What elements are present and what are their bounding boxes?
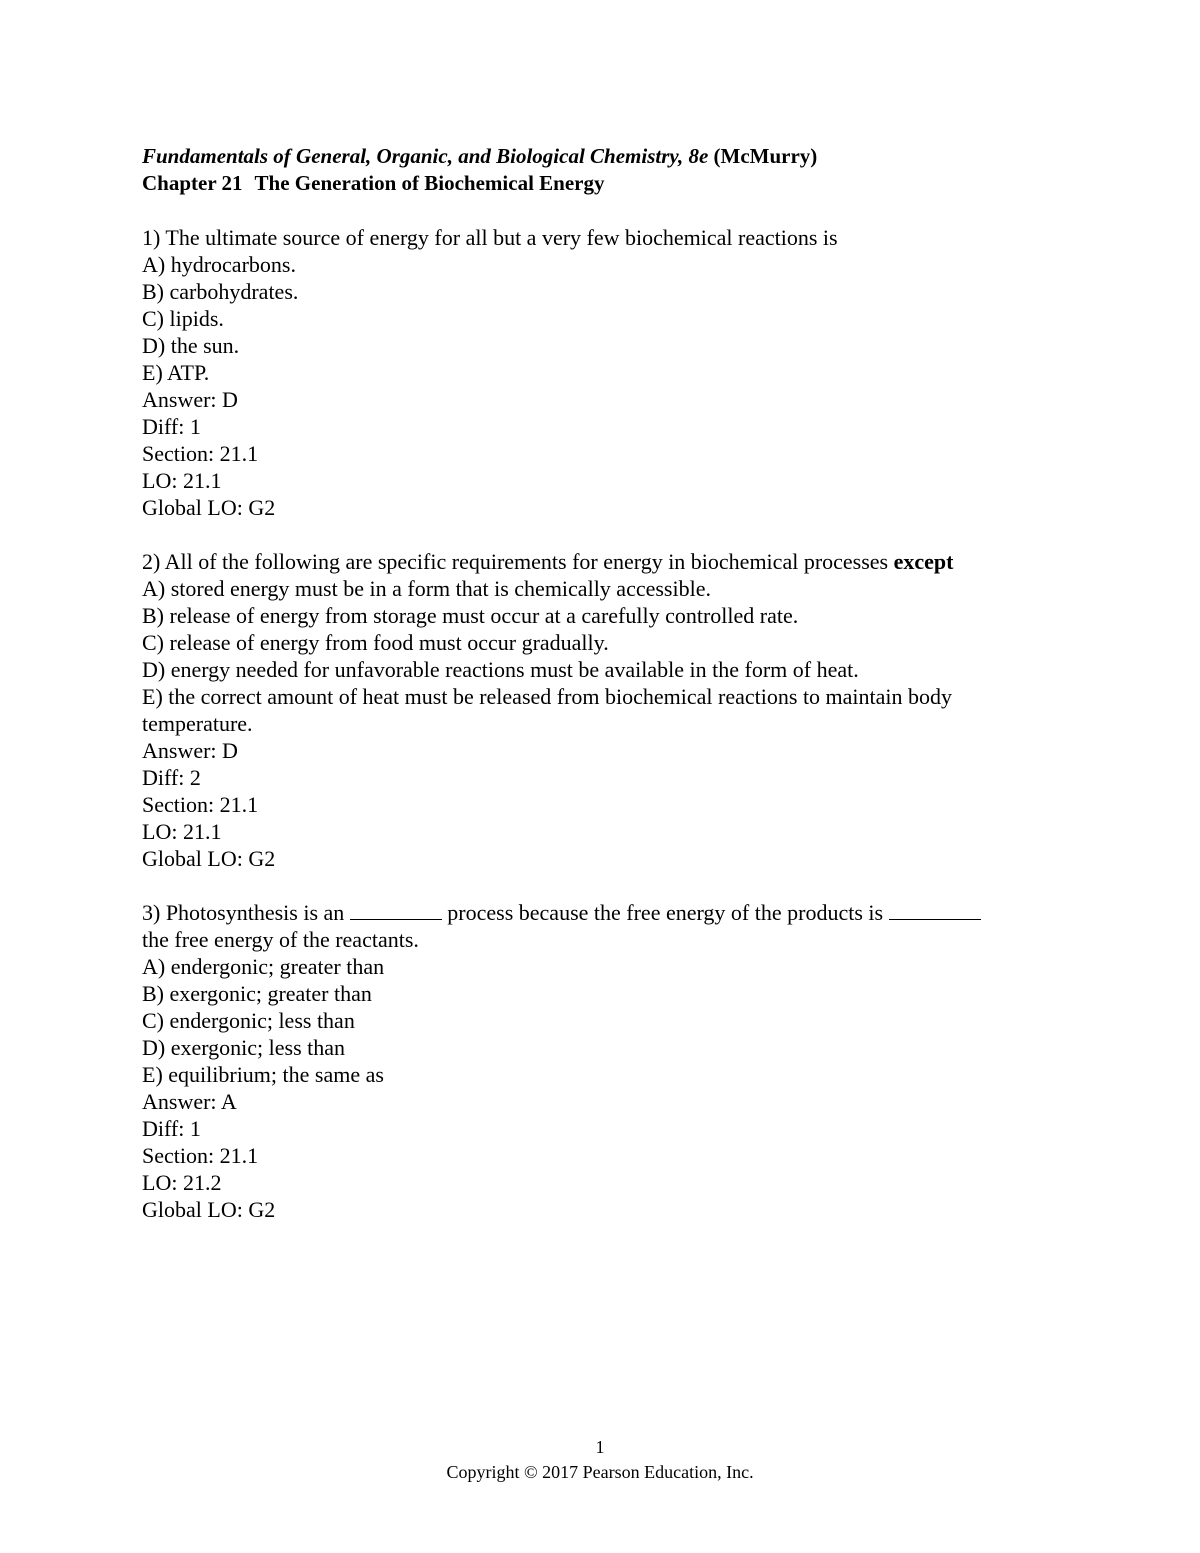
answer-option: D) exergonic; less than: [142, 1035, 346, 1060]
book-author: (McMurry): [713, 144, 818, 168]
answer-option: A) stored energy must be in a form that is chemically accessible.: [142, 576, 711, 601]
learning-objective: LO: 21.1: [142, 819, 222, 844]
answer-key: Answer: D: [142, 387, 238, 412]
page-number: 1: [595, 1437, 605, 1457]
difficulty: Diff: 2: [142, 765, 201, 790]
global-learning-objective: Global LO: G2: [142, 495, 276, 520]
learning-objective: LO: 21.2: [142, 1170, 222, 1195]
question-stem-emphasis: except: [893, 549, 954, 574]
page-content: [142, 143, 1042, 1223]
answer-option: C) release of energy from food must occur gradually.: [142, 630, 609, 655]
answer-option: A) endergonic; greater than: [142, 954, 385, 979]
difficulty: Diff: 1: [142, 1116, 201, 1141]
answer-option: A) hydrocarbons.: [142, 252, 296, 277]
learning-objective: LO: 21.1: [142, 468, 222, 493]
answer-option: D) the sun.: [142, 333, 240, 358]
fill-in-blank: [350, 901, 442, 920]
question-3: [142, 899, 1042, 1223]
section-ref: Section: 21.1: [142, 441, 259, 466]
chapter-title: The Generation of Biochemical Energy: [254, 171, 605, 195]
question-stem: [142, 548, 1042, 575]
question-stem-part: process because the free energy of the products is: [447, 900, 884, 925]
answer-option: E) equilibrium; the same as: [142, 1062, 384, 1087]
answer-option: C) endergonic; less than: [142, 1008, 355, 1033]
answer-key: Answer: A: [142, 1089, 237, 1114]
answer-option: C) lipids.: [142, 306, 224, 331]
global-learning-objective: Global LO: G2: [142, 1197, 276, 1222]
answer-key: Answer: D: [142, 738, 238, 763]
chapter-label: Chapter 21: [142, 171, 243, 195]
difficulty: Diff: 1: [142, 414, 201, 439]
answer-option: E) ATP.: [142, 360, 210, 385]
answer-option: B) carbohydrates.: [142, 279, 299, 304]
question-2: [142, 548, 1042, 872]
book-title: Fundamentals of General, Organic, and Biological Chemistry, 8e: [142, 144, 709, 168]
answer-option: D) energy needed for unfavorable reactions must be available in the form of heat.: [142, 657, 859, 682]
answer-option: B) exergonic; greater than: [142, 981, 372, 1006]
fill-in-blank: [889, 901, 981, 920]
answer-option: B) release of energy from storage must occur at a carefully controlled rate.: [142, 603, 799, 628]
question-stem-part: 3) Photosynthesis is an: [142, 900, 345, 925]
global-learning-objective: Global LO: G2: [142, 846, 276, 871]
question-1: [142, 224, 1042, 521]
copyright-notice: Copyright © 2017 Pearson Education, Inc.: [446, 1462, 754, 1482]
chapter-heading: [142, 170, 1042, 197]
section-ref: Section: 21.1: [142, 1143, 259, 1168]
question-stem: [142, 899, 1042, 926]
book-title-line: [142, 143, 1042, 170]
question-stem-text: 2) All of the following are specific requirements for energy in biochemical processes: [142, 549, 889, 574]
question-stem-continuation: the free energy of the reactants.: [142, 927, 419, 952]
answer-option: E) the correct amount of heat must be released from biochemical reactions to maintain body temperature.: [142, 684, 953, 736]
question-stem: 1) The ultimate source of energy for all but a very few biochemical reactions is: [142, 225, 838, 250]
section-ref: Section: 21.1: [142, 792, 259, 817]
